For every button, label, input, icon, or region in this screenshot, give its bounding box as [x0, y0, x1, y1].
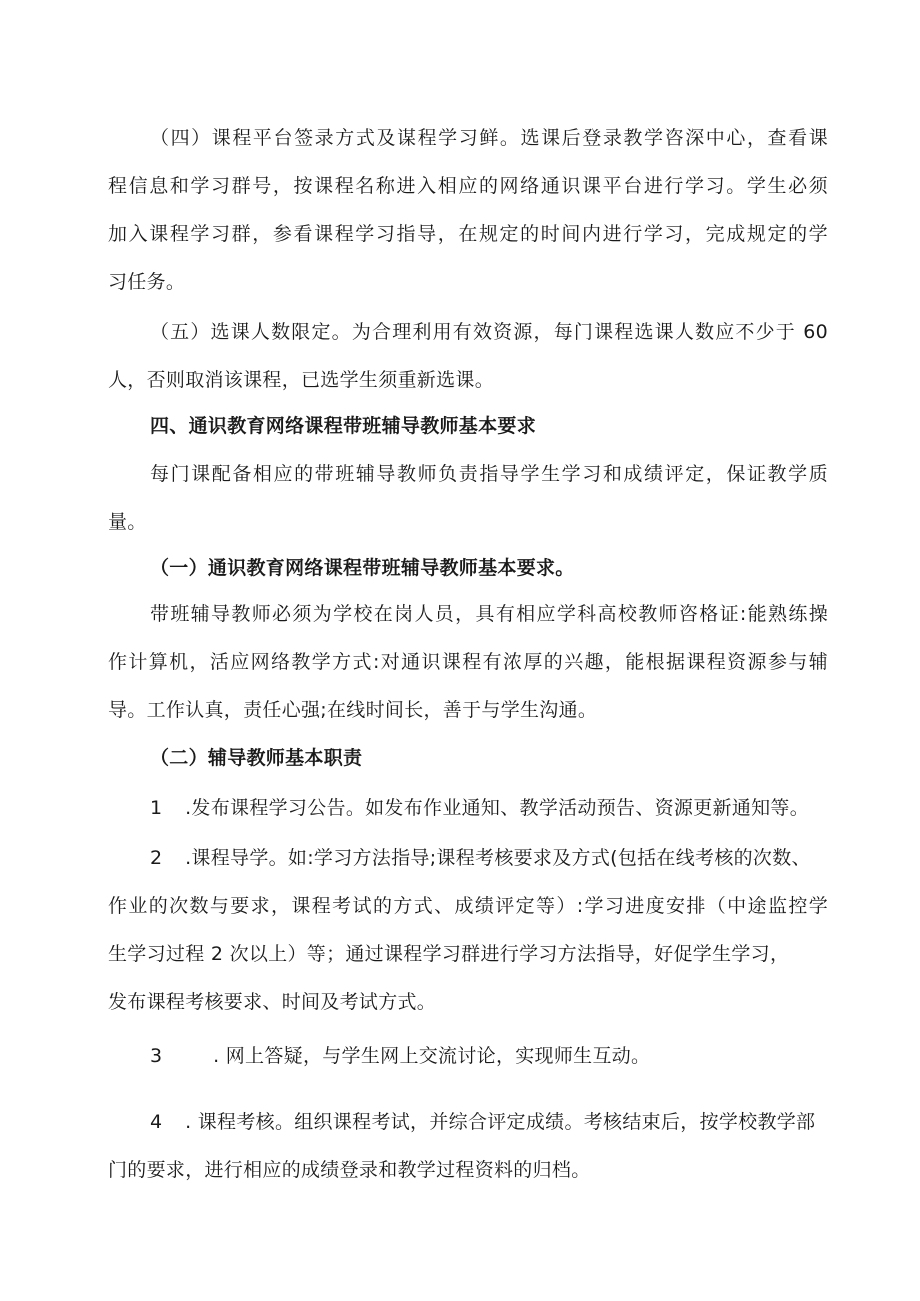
paragraph-5-line-1: （五）选课人数限定。为合理利用有效资源，每门课程选课人数应不少于 60	[150, 321, 828, 343]
duty-item-4-number: 4	[150, 1111, 163, 1133]
requirements-line-1: 带班辅导教师必须为学校在岗人员，具有相应学科高校教师咨格证:能熟练操	[150, 603, 828, 625]
duty-item-3-text: . 网上答疑，与学生网上交流讨论，实现师生互动。	[213, 1045, 651, 1067]
duty-item-2-text: .课程导学。如:学习方法指导;课程考核要求及方式(包括在线考核的次数、	[185, 847, 811, 869]
paragraph-5-line-2: 人，否则取消该课程，已选学生须重新选课。	[108, 369, 495, 391]
duty-item-3-number: 3	[150, 1045, 163, 1067]
duty-item-2-line-4: 发布课程考核要求、时间及考试方式。	[108, 991, 437, 1013]
duty-item-2-line-2: 作业的次数与要求，课程考试的方式、成绩评定等）:学习进度安排（中途监控学	[108, 895, 828, 917]
requirements-line-3: 导。工作认真，责任心强;在线时间长，善于与学生沟通。	[108, 699, 598, 721]
duty-item-4-text: . 课程考核。组织课程考试，并综合评定成绩。考核结束后，按学校教学部	[185, 1111, 816, 1133]
paragraph-4-line-2: 程信息和学习群号，按课程名称进入相应的网络通识课平台进行学习。学生必须	[108, 175, 828, 197]
duty-item-1-number: 1	[150, 797, 163, 819]
section-heading-4: 四、通识教育网络课程带班辅导教师基本要求	[150, 415, 537, 437]
duty-item-2-line-3: 生学习过程 2 次以上）等；通过课程学习群进行学习方法指导，好促学生学习，	[108, 943, 790, 965]
subheading-2: （二）辅导教师基本职责	[150, 747, 363, 769]
paragraph-intro-line-1: 每门课配备相应的带班辅导教师负责指导学生学习和成绩评定，保证教学质	[150, 463, 828, 485]
duty-item-4-line-1	[150, 1110, 815, 1134]
requirements-line-2: 作计算机，活应网络教学方式:对通识课程有浓厚的兴趣，能根据课程资源参与辅	[108, 651, 828, 673]
paragraph-4-line-4: 习任务。	[108, 271, 186, 293]
duty-item-4-line-2: 门的要求，进行相应的成绩登录和教学过程资料的归档。	[108, 1159, 591, 1181]
duty-item-1-text: .发布课程学习公告。如发布作业通知、教学活动预告、资源更新通知等。	[185, 797, 810, 819]
duty-item-2-line-1	[150, 846, 811, 870]
duty-item-2-number: 2	[150, 847, 163, 869]
paragraph-4-line-3: 加入课程学习群，参看课程学习指导，在规定的时间内进行学习，完成规定的学	[108, 223, 828, 245]
subheading-1: （一）通识教育网络课程带班辅导教师基本要求。	[150, 557, 575, 579]
duty-item-3	[150, 1044, 650, 1068]
duty-item-1	[150, 796, 809, 820]
paragraph-4-line-1: （四）课程平台签录方式及谋程学习鲜。选课后登录教学咨深中心，查看课	[150, 127, 828, 149]
paragraph-intro-line-2: 量。	[108, 511, 147, 533]
